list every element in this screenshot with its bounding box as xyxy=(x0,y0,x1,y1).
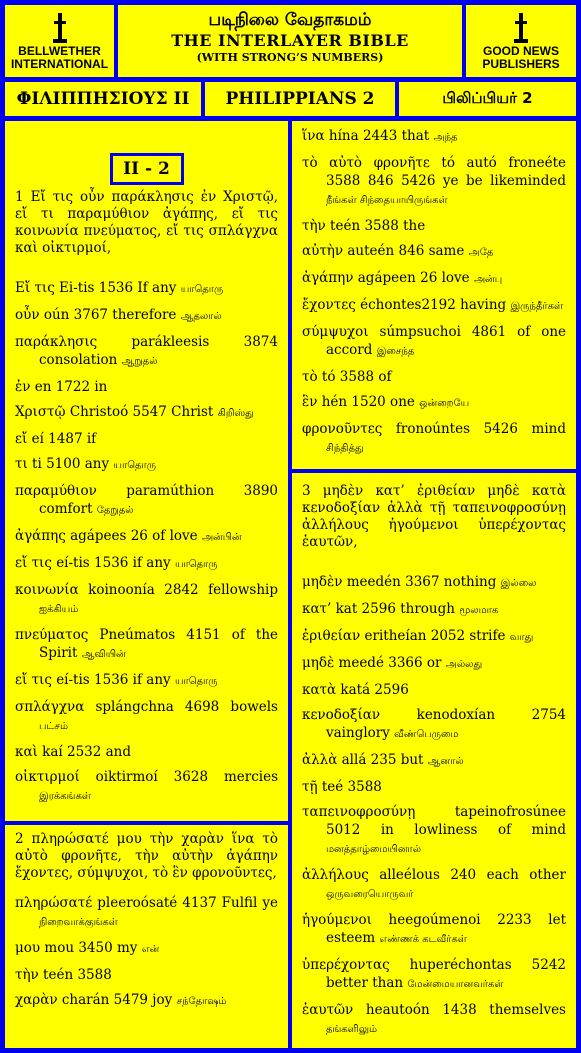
word-entry xyxy=(15,939,278,959)
word-tamil: யாதொரு xyxy=(113,460,156,471)
word-line: κενοδοξίαν kenodoxían 2754 vainglory xyxy=(302,707,566,741)
word-line: ἑαυτῶν heautoón 1438 themselves xyxy=(302,1002,566,1018)
word-entry xyxy=(15,626,278,664)
word-line: πληρώσατέ pleeroósaté 4137 Fulfil ye xyxy=(15,895,278,911)
word-line: καὶ kaí 2532 and xyxy=(15,744,132,760)
word-line: μηδὲν meedén 3367 nothing xyxy=(302,574,497,590)
word-entry xyxy=(302,573,566,593)
word-entry xyxy=(302,393,566,413)
word-tamil: சந்தோஷம் xyxy=(176,996,227,1007)
word-line: ἀγάπην agápeen 26 love xyxy=(302,270,470,286)
book-title-tamil: பிலிப்பியர் 2 xyxy=(399,82,576,116)
word-entry xyxy=(15,306,278,326)
word-entry xyxy=(15,581,278,619)
word-tamil: இரக்கங்கள் xyxy=(39,791,91,802)
word-entry xyxy=(302,323,566,361)
word-tamil: தங்களிலும் xyxy=(326,1024,378,1035)
word-line: ἀλλὰ allá 235 but xyxy=(302,752,424,768)
word-tamil: ஆவியின் xyxy=(81,649,126,660)
word-tamil: அந்த xyxy=(433,132,458,143)
word-entry xyxy=(302,242,566,262)
word-line: πνεύματος Pneúmatos 4151 of the Spirit xyxy=(15,627,278,661)
word-tamil: ஐக்கியம் xyxy=(39,604,79,615)
word-line: ἡγούμενοι heegoúmenoi 2233 let esteem xyxy=(302,912,566,946)
word-tamil: யாதொரு xyxy=(180,284,224,295)
bible-title-block xyxy=(118,5,462,77)
word-tamil: ஆதலால் xyxy=(180,311,222,322)
word-line: σπλάγχνα splángchna 4698 bowels xyxy=(15,699,278,715)
word-tamil: அன்பின் xyxy=(201,532,242,543)
verse-1-greek-text: 1 Εἴ τις οὖν παράκλησις ἐν Χριστῷ, εἴ τι παραμύθιον ἀγάπης, εἴ τις κοινωνία πνεύματος, εἴ τις σπλάγχνα καὶ οἰκτιρμοί, xyxy=(15,189,278,256)
word-tamil: இருந்தீர்கள் xyxy=(510,301,564,312)
word-line: ἐν en 1722 in xyxy=(15,379,108,395)
figure-icon xyxy=(512,11,530,45)
book-title-english: PHILIPPIANS 2 xyxy=(205,82,395,116)
word-entry xyxy=(302,681,566,699)
word-entry xyxy=(15,768,278,806)
word-entry xyxy=(302,706,566,744)
word-tamil: நீங்கள் சிந்தையாயிருங்கள் xyxy=(326,195,448,206)
word-line: ὑπερέχοντας huperéchontas 5242 better than xyxy=(302,957,566,991)
word-tamil: இசைந்த xyxy=(376,346,415,357)
word-tamil: வாது xyxy=(509,632,534,643)
right-logo-line2: PUBLISHERS xyxy=(482,57,560,71)
word-tamil: தேறுதல் xyxy=(96,505,134,516)
word-entry xyxy=(15,671,278,691)
word-line: ταπεινοφροσύνῃ tapeinofrosúnee 5012 in lowliness of mind xyxy=(302,804,566,838)
word-tamil: பட்சம் xyxy=(39,721,68,732)
word-entry xyxy=(302,956,566,994)
word-line: εἴ τις eí-tis 1536 if any xyxy=(15,672,171,688)
word-line: ἐριθείαν eritheían 2052 strife xyxy=(302,628,506,644)
word-line: ἓν hén 1520 one xyxy=(302,394,415,410)
title-tamil: படிநிலை வேதாகமம் xyxy=(208,10,372,30)
verse-2-continued-panel xyxy=(292,121,576,469)
word-line: Χριστῷ Christoó 5547 Christ xyxy=(15,404,214,420)
word-entry xyxy=(302,911,566,949)
word-tamil: மூலமாக xyxy=(459,605,499,616)
word-line: μηδὲ meedé 3366 or xyxy=(302,655,442,671)
word-line: εἴ τις eí-tis 1536 if any xyxy=(15,555,171,571)
word-line: τὴν teén 3588 the xyxy=(302,218,426,234)
word-tamil: அல்லது xyxy=(445,659,483,670)
word-line: τι ti 5100 any xyxy=(15,456,110,472)
verse-2-continued-word-list xyxy=(302,127,566,458)
word-line: αὐτὴν auteén 846 same xyxy=(302,243,465,259)
word-line: παράκλησις parákleesis 3874 consolation xyxy=(15,334,278,368)
bellwether-logo xyxy=(5,5,114,77)
word-line: εἴ eí 1487 if xyxy=(15,431,97,447)
verse-3-word-list xyxy=(302,573,566,1039)
word-tamil: கிறிஸ்து xyxy=(217,408,254,419)
word-entry xyxy=(302,127,566,147)
left-logo-line1: BELLWETHER xyxy=(18,44,101,58)
word-entry xyxy=(15,455,278,475)
right-logo-line1: GOOD NEWS xyxy=(482,44,559,58)
verse-2-panel xyxy=(5,825,288,1048)
word-tamil: அன்பு xyxy=(473,274,503,285)
word-tamil: யாதொரு xyxy=(174,559,218,570)
word-tamil: மனத்தாழ்மையினால் xyxy=(326,844,422,855)
verse-2-word-list xyxy=(15,894,278,1011)
word-line: τῇ teé 3588 xyxy=(302,779,382,795)
book-title-greek: ΦΙΛΙΠΠΗΣΙΟΥΣ II xyxy=(5,82,201,116)
word-entry xyxy=(15,991,278,1011)
title-main: THE INTERLAYER BIBLE xyxy=(171,31,409,50)
word-line: κοινωνία koinoonía 2842 fellowship xyxy=(15,582,278,598)
word-entry xyxy=(302,654,566,674)
word-tamil: என் xyxy=(141,944,160,955)
word-line: οὖν oún 3767 therefore xyxy=(15,307,177,323)
word-line: χαρὰν charán 5479 joy xyxy=(15,992,173,1008)
word-entry xyxy=(15,430,278,448)
word-tamil: வீண்பெருமை xyxy=(394,729,459,740)
word-entry xyxy=(302,368,566,386)
verse-3-panel xyxy=(292,473,576,1048)
word-line: οἰκτιρμοί oiktirmoí 3628 mercies xyxy=(15,769,278,785)
word-entry xyxy=(302,154,566,210)
verse-3-greek-text: 3 μηδὲν κατ’ ἐριθείαν μηδὲ κατὰ κενοδοξίαν ἀλλὰ τῇ ταπεινοφροσύνῃ ἀλλήλους ἡγούμενοι ὑπερέχοντας ἑαυτῶν, xyxy=(302,483,566,550)
word-entry xyxy=(302,803,566,859)
word-entry xyxy=(302,269,566,289)
word-entry xyxy=(302,778,566,796)
verse-2-greek-text: 2 πληρώσατέ μου τὴν χαρὰν ἵνα τὸ αὐτὸ φρονῆτε, τὴν αὐτὴν ἀγάπην ἔχοντες, σύμψυχοι, τὸ ἓν φρονοῦντες, xyxy=(15,831,278,881)
word-line: φρονοῦντες fronoúntes 5426 mind xyxy=(302,421,566,437)
word-entry xyxy=(15,743,278,761)
word-entry xyxy=(302,420,566,458)
word-tamil: அதே xyxy=(468,247,494,258)
word-line: τὸ αὐτὸ φρονῆτε tó autó froneéte 3588 846 5426 ye be likeminded xyxy=(302,155,566,189)
verse-1-panel xyxy=(5,121,288,821)
shepherd-figure-icon xyxy=(51,11,69,45)
word-tamil: ஒருவரையொருவர் xyxy=(326,889,414,900)
word-entry xyxy=(15,279,278,299)
word-tamil: சிந்தித்து xyxy=(326,443,364,454)
word-line: τὸ tó 3588 of xyxy=(302,369,392,385)
word-entry xyxy=(15,554,278,574)
word-entry xyxy=(302,627,566,647)
word-tamil: மேன்மையானவர்கள் xyxy=(407,979,504,990)
word-tamil: இல்லை xyxy=(500,578,537,589)
word-line: κατ’ kat 2596 through xyxy=(302,601,455,617)
word-tamil: எண்ணக் கடவீர்கள் xyxy=(379,934,467,945)
word-line: παραμύθιον paramúthion 3890 comfort xyxy=(15,483,278,517)
word-entry xyxy=(15,698,278,736)
word-line: ἔχοντες échontes2192 having xyxy=(302,297,507,313)
good-news-logo xyxy=(466,5,576,77)
word-tamil: நிறைவாக்குங்கள் xyxy=(39,917,118,928)
word-entry xyxy=(15,894,278,932)
left-logo-line2: INTERNATIONAL xyxy=(10,57,109,71)
word-tamil: ஆறுதல் xyxy=(121,356,158,367)
word-entry xyxy=(15,378,278,396)
word-entry xyxy=(15,482,278,520)
word-entry xyxy=(302,600,566,620)
word-line: ἀγάπης agápees 26 of love xyxy=(15,528,198,544)
word-entry xyxy=(15,333,278,371)
word-line: σύμψυχοι súmpsuchoi 4861 of one accord xyxy=(302,324,566,358)
title-subtitle: (WITH STRONG’S NUMBERS) xyxy=(196,51,384,64)
word-line: ἀλλήλους alleélous 240 each other xyxy=(302,867,566,883)
verse-1-word-list xyxy=(15,279,278,806)
word-line: κατὰ katá 2596 xyxy=(302,682,409,698)
word-entry xyxy=(302,866,566,904)
word-entry xyxy=(302,1001,566,1039)
word-entry xyxy=(15,966,278,984)
word-tamil: யாதொரு xyxy=(174,676,218,687)
word-entry xyxy=(15,527,278,547)
word-line: τὴν teén 3588 xyxy=(15,967,112,983)
word-line: ἵνα hína 2443 that xyxy=(302,128,430,144)
word-tamil: ஆனால் xyxy=(427,756,464,767)
word-tamil: ஒன்றையே xyxy=(419,398,470,409)
word-line: Εἴ τις Ei-tis 1536 If any xyxy=(15,280,177,296)
word-line: μου mou 3450 my xyxy=(15,940,138,956)
word-entry xyxy=(15,403,278,423)
word-entry xyxy=(302,296,566,316)
chapter-label: II - 2 xyxy=(110,153,184,185)
word-entry xyxy=(302,217,566,235)
word-entry xyxy=(302,751,566,771)
